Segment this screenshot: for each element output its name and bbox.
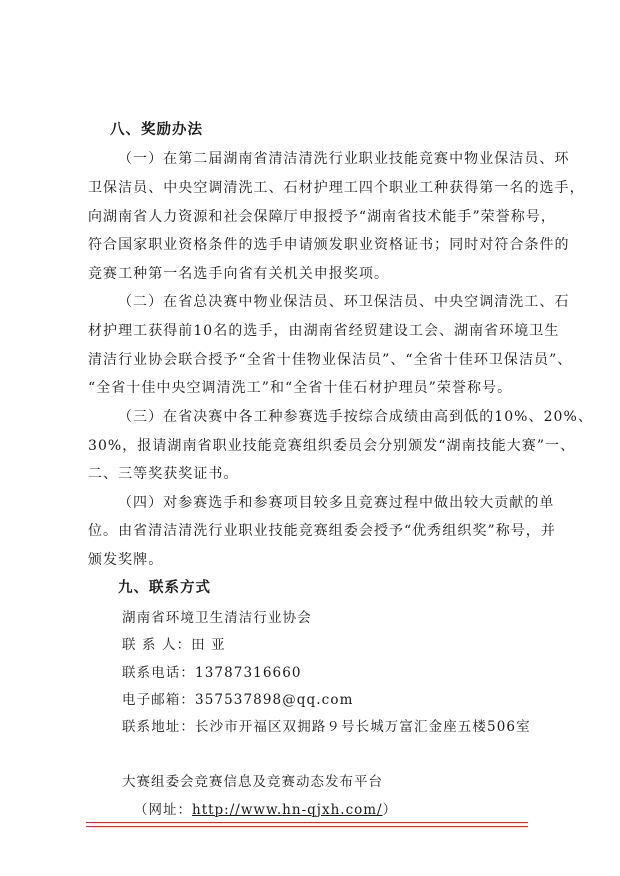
p4-line-2: 位。由省清洁清洗行业职业技能竞赛组委会授予“优秀组织奖”称号，并 — [88, 523, 556, 539]
p4-line-1: （四）对参赛选手和参赛项目较多且竞赛过程中做出较大贡献的单 — [118, 495, 555, 511]
contact-email: 电子邮箱：357537898@qq.com — [122, 692, 354, 708]
p1-line-1: （一）在第二届湖南省清洁清洗行业职业技能竞赛中物业保洁员、环 — [118, 151, 570, 167]
p1-line-3: 向湖南省人力资源和社会保障厅申报授予“湖南省技术能手”荣誉称号， — [88, 209, 556, 225]
contact-address: 联系地址：长沙市开福区双拥路９号长城万富汇金座五楼506室 — [122, 719, 531, 735]
p1-line-2: 卫保洁员、中央空调清洗工、石材护理工四个职业工种获得第一名的选手， — [88, 180, 585, 196]
p1-line-4: 符合国家职业资格条件的选手申请颁发职业资格证书；同时对符合条件的 — [88, 237, 570, 253]
website-line — [134, 798, 397, 818]
p2-line-3: 清洁行业协会联合授予“全省十佳物业保洁员”、“全省十佳环卫保洁员”、 — [88, 352, 573, 368]
contact-org: 湖南省环境卫生清洁行业协会 — [122, 610, 312, 626]
p4-line-3: 颁发奖牌。 — [88, 552, 164, 568]
section-8-heading: 八、奖励办法 — [110, 122, 203, 138]
website-suffix: ） — [382, 802, 398, 818]
contact-phone: 联系电话：13787316660 — [122, 665, 302, 681]
p2-line-1: （二）在省总决赛中物业保洁员、环卫保洁员、中央空调清洗工、石 — [118, 294, 570, 310]
p2-line-4: “全省十佳中央空调清洗工”和“全省十佳石材护理员”荣誉称号。 — [88, 380, 513, 396]
footer-rule-bottom — [86, 826, 528, 827]
p3-line-2: 30%，报请湖南省职业技能竞赛组织委员会分别颁发“湖南技能大赛”一、 — [88, 438, 576, 454]
section-9-heading: 九、联系方式 — [118, 580, 211, 596]
p3-line-1: （三）在省决赛中各工种参赛选手按综合成绩由高到低的10%、20%、 — [118, 409, 593, 425]
platform-label: 大赛组委会竞赛信息及竞赛动态发布平台 — [122, 774, 383, 790]
footer-rule-top — [86, 822, 528, 823]
website-link[interactable]: http://www.hn-qjxh.com/ — [192, 802, 383, 818]
website-prefix: （网址： — [134, 802, 192, 818]
p2-line-2: 材护理工获得前10名的选手，由湖南省经贸建设工会、湖南省环境卫生 — [88, 323, 560, 339]
contact-person: 联 系 人：田 亚 — [122, 637, 226, 653]
p1-line-5: 竞赛工种第一名选手向省有关机关申报奖项。 — [88, 266, 389, 282]
p3-line-3: 二、三等奖获奖证书。 — [88, 466, 239, 482]
